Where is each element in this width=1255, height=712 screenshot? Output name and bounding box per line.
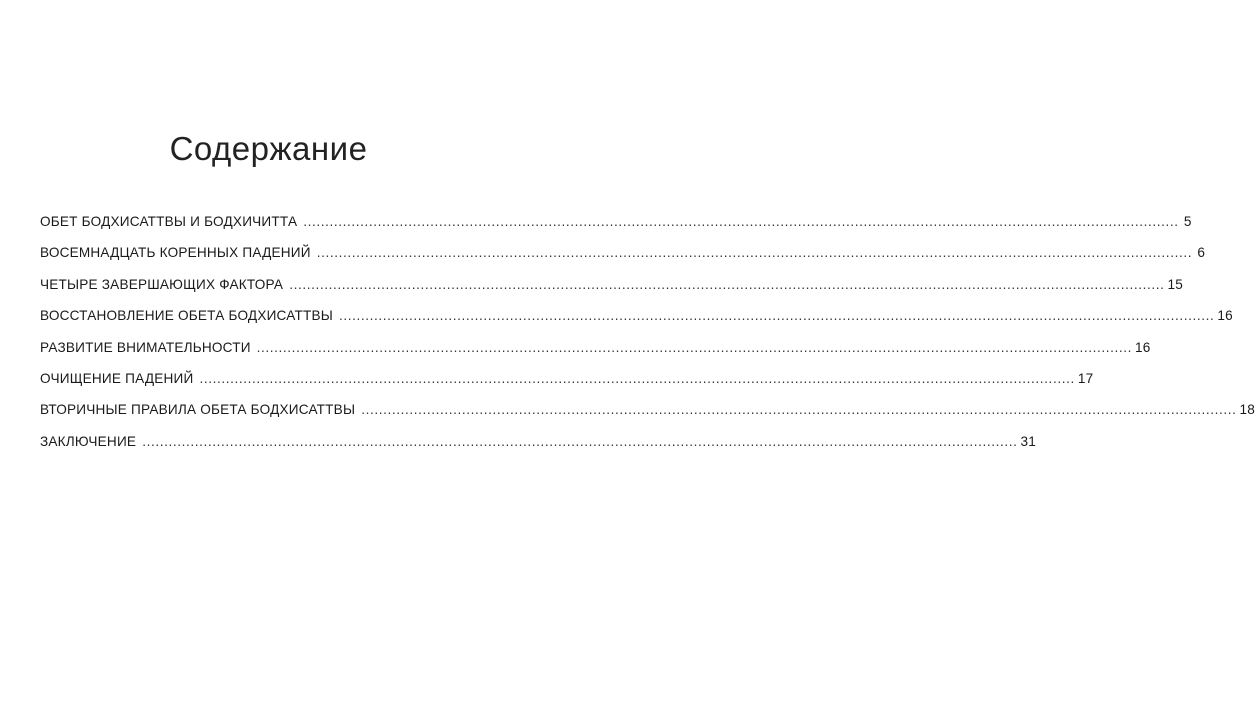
toc-entry[interactable]: [40, 276, 1184, 308]
toc-leader-dots: ........................................................................................................................................................................................................: [289, 276, 1165, 292]
toc-entry-page: 16: [1217, 308, 1233, 324]
toc-entry-page: 31: [1020, 433, 1037, 449]
toc-leader-dots: ........................................................................................................................................................................................................: [199, 370, 1075, 386]
toc-entry-page: 18: [1239, 402, 1255, 418]
toc-entry[interactable]: [40, 308, 1233, 339]
table-of-contents: [40, 214, 1255, 465]
page-title: Содержание: [169, 130, 368, 167]
toc-entry[interactable]: [40, 245, 1206, 276]
toc-leader-dots: ........................................................................................................................................................................................................: [339, 308, 1215, 324]
toc-entry-label: ЗАКЛЮЧЕНИЕ: [40, 433, 137, 449]
toc-entry[interactable]: [40, 433, 1037, 465]
toc-entry-label: ЧЕТЫРЕ ЗАВЕРШАЮЩИХ ФАКТОРА: [40, 276, 284, 292]
toc-entry[interactable]: [40, 402, 1255, 433]
toc-leader-dots: ........................................................................................................................................................................................................: [303, 214, 1179, 229]
toc-leader-dots: ........................................................................................................................................................................................................: [316, 245, 1193, 261]
toc-entry-label: ВОССТАНОВЛЕНИЕ ОБЕТА БОДХИСАТТВЫ: [40, 308, 333, 324]
toc-entry-label: РАЗВИТИЕ ВНИМАТЕЛЬНОСТИ: [40, 339, 251, 355]
toc-entry-page: 6: [1197, 245, 1206, 261]
toc-entry-label: ОБЕТ БОДХИСАТТВЫ И БОДХИЧИТТА: [40, 214, 298, 229]
toc-entry-page: 16: [1135, 339, 1151, 355]
toc-entry-label: ВОСЕМНАДЦАТЬ КОРЕННЫХ ПАДЕНИЙ: [40, 245, 311, 261]
toc-entry[interactable]: [40, 370, 1094, 402]
toc-entry[interactable]: [40, 214, 1192, 245]
toc-entry-label: ОЧИЩЕНИЕ ПАДЕНИЙ: [40, 370, 194, 386]
toc-entry-label: ВТОРИЧНЫЕ ПРАВИЛА ОБЕТА БОДХИСАТТВЫ: [40, 402, 356, 418]
toc-entry-page: 15: [1167, 276, 1184, 292]
toc-entry-page: 5: [1183, 214, 1192, 229]
toc-leader-dots: ........................................................................................................................................................................................................: [256, 339, 1133, 355]
toc-leader-dots: ........................................................................................................................................................................................................: [361, 402, 1237, 418]
toc-entry[interactable]: [40, 339, 1151, 371]
toc-entry-page: 17: [1077, 370, 1094, 386]
toc-leader-dots: ........................................................................................................................................................................................................: [142, 433, 1018, 449]
